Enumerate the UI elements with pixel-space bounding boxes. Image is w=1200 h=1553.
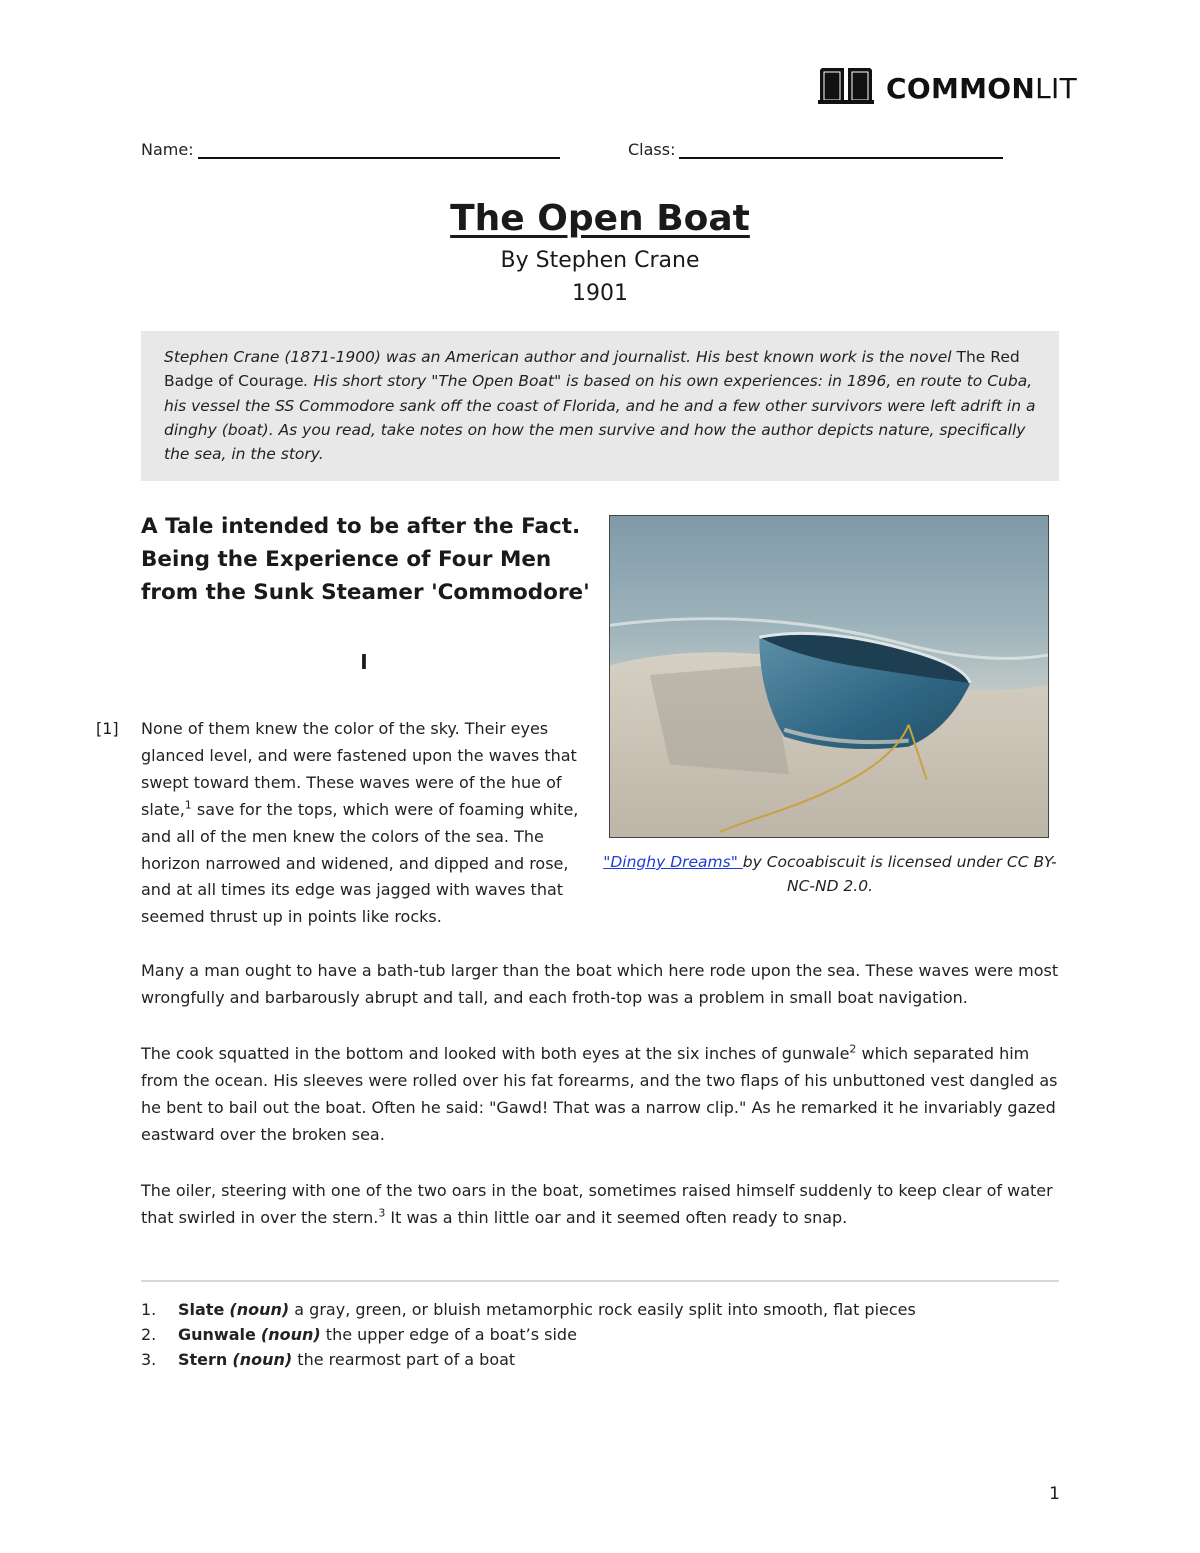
- class-label: Class:: [628, 140, 676, 159]
- footnote-ref-3: 3: [378, 1206, 386, 1220]
- name-line[interactable]: [198, 141, 560, 159]
- class-line[interactable]: [679, 141, 1003, 159]
- name-field[interactable]: [141, 140, 560, 159]
- book-title: The Red Badge of Courage: [164, 348, 1020, 391]
- class-field[interactable]: [628, 140, 1003, 159]
- footnote-item: 1. Slate (noun) a gray, green, or bluish metamorphic rock easily split into smooth, flat pieces: [141, 1300, 916, 1319]
- footnote-ref-1: 1: [184, 798, 192, 812]
- page-number: 1: [1049, 1484, 1060, 1504]
- caption-link[interactable]: "Dinghy Dreams": [603, 853, 743, 871]
- dinghy-photo: [609, 515, 1049, 838]
- publication-year: 1901: [572, 281, 628, 306]
- footnote-divider: [141, 1280, 1059, 1282]
- paragraph-1: None of them knew the color of the sky. Their eyes glanced level, and were fastened upon the waves that swept toward them. These waves were of the hue of slate,$^1$ save for the tops, which were of foaming white, and all of the men knew the colors of the sea. The horizon narrowed and widened, and dipped and rose, and at all times its edge was jagged with waves that seemed thrust up in points like rocks.: [141, 719, 579, 927]
- byline: By Stephen Crane: [500, 248, 700, 273]
- commonlit-logo: [818, 66, 1077, 110]
- page-title: The Open Boat: [450, 198, 750, 239]
- paragraph-2: Many a man ought to have a bath-tub larger than the boat which here rode upon the sea. These waves were most wrongfully and barbarously abrupt and tall, and each froth-top was a problem in small boat navigation.: [141, 961, 1059, 1007]
- paragraph-4: The oiler, steering with one of the two oars in the boat, sometimes raised himself suddenly to keep clear of water that swirled in over the stern.$^3$ It was a thin little oar and it seemed often ready to snap.: [141, 1181, 1053, 1227]
- paragraph-3: The cook squatted in the bottom and looked with both eyes at the six inches of gunwale$^2$ which separated him from the ocean. His sleeves were rolled over his fat forearms, and the two flaps of his unbuttoned vest dangled as he bent to bail out the boat. Often he said: "Gawd! That was a narrow clip." As he remarked it he invariably gazed eastward over the broken sea.: [141, 1042, 1058, 1144]
- paragraph-number: [1]: [96, 719, 119, 738]
- footnote-item: 3. Stern (noun) the rearmost part of a boat: [141, 1349, 516, 1369]
- name-label: Name:: [141, 140, 194, 159]
- photo-caption: "Dinghy Dreams" by Cocoabiscuit is licensed under CC BY-NC-ND 2.0.: [603, 853, 1057, 896]
- story-heading: A Tale intended to be after the Fact. Being the Experience of Four Men from the Sunk Steamer 'Commodore': [141, 514, 590, 605]
- open-book-icon: [818, 66, 874, 110]
- intro-box: Stephen Crane (1871-1900) was an American author and journalist. His best known work is the novel The Red Badge of Courage. His short story "The Open Boat" is based on his own experiences: in 1896, en route to Cuba, his vessel the SS Commodore sank off the coast of Florida, and he and a few other survivors were left adrift in a dinghy (boat). As you read, take notes on how the men survive and how the author depicts nature, specifically the sea, in the story.: [141, 331, 1059, 481]
- brand-wordmark: COMMONLIT: [886, 71, 1077, 105]
- footnote-list: [141, 1298, 1059, 1372]
- footnote-item: 2. Gunwale (noun) the upper edge of a boat’s side: [141, 1324, 577, 1344]
- footnote-ref-2: 2: [849, 1042, 857, 1056]
- section-numeral: I: [360, 650, 368, 674]
